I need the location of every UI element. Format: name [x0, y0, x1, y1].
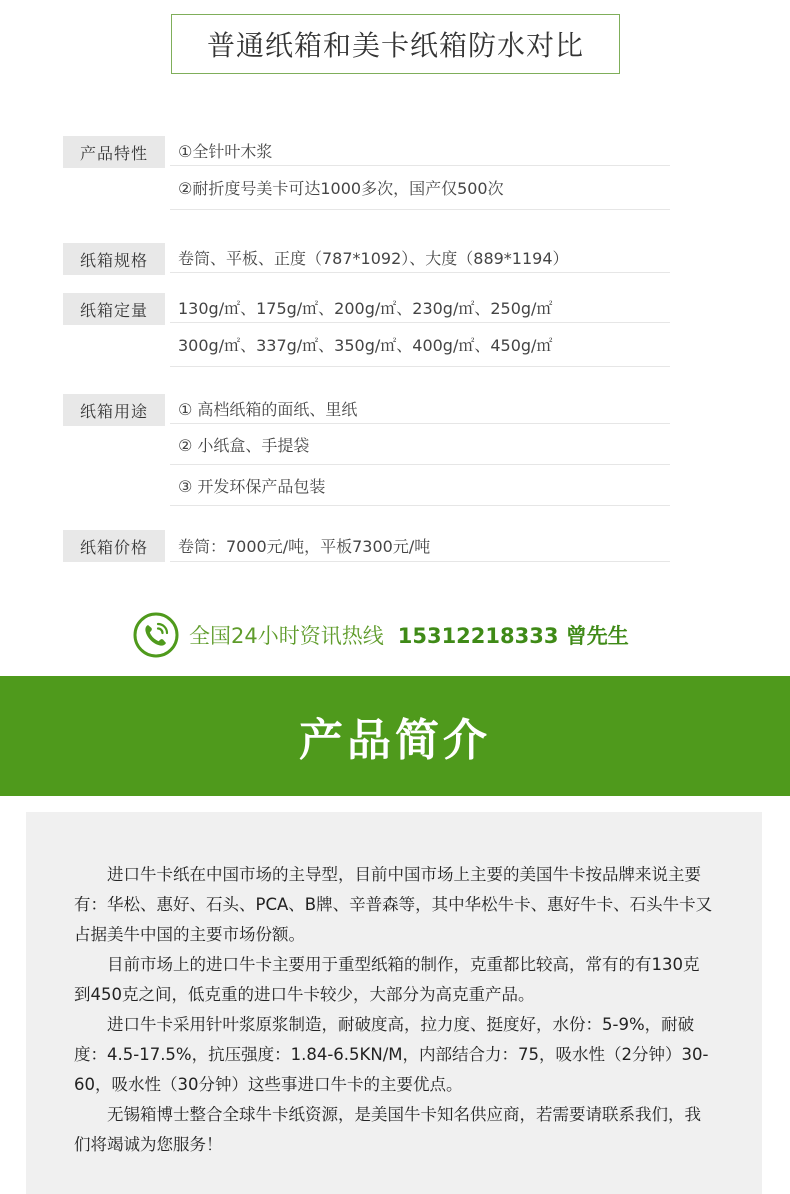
spec-value: ① 高档纸箱的面纸、里纸 [170, 394, 670, 424]
intro-paragraph: 进口牛卡采用针叶浆原浆制造，耐破度高，拉力度、挺度好，水份：5-9%，耐破度：4.5-17.5%，抗压强度：1.84-6.5KN/M，内部结合力：75，吸水性（2分钟）30-60，吸水性（30分钟）这些事进口牛卡的主要优点。 [74, 1015, 709, 1094]
spec-value: ③ 开发环保产品包装 [170, 465, 670, 506]
hotline [133, 611, 629, 659]
product-intro [26, 812, 762, 1194]
spec-value: ②耐折度号美卡可达1000多次，国产仅500次 [170, 166, 670, 210]
intro-paragraph: 进口牛卡纸在中国市场的主导型，目前中国市场上主要的美国牛卡按品牌来说主要有：华松、惠好、石头、PCA、B牌、辛普森等，其中华松牛卡、惠好牛卡、石头牛卡又占据美牛中国的主要市场份额。 [74, 865, 713, 944]
spec-value: 卷筒：7000元/吨，平板7300元/吨 [170, 530, 670, 562]
intro-paragraph: 无锡箱博士整合全球牛卡纸资源，是美国牛卡知名供应商，若需要请联系我们，我们将竭诚为您服务！ [74, 1105, 701, 1154]
section-banner [0, 676, 790, 796]
spec-value: 130g/㎡、175g/㎡、200g/㎡、230g/㎡、250g/㎡ [170, 293, 670, 323]
spec-value: ①全针叶木浆 [170, 136, 670, 166]
phone-icon [133, 612, 179, 658]
spec-label: 纸箱价格 [63, 530, 165, 562]
spec-label: 产品特性 [63, 136, 165, 168]
spec-label: 纸箱定量 [63, 293, 165, 325]
page-title: 普通纸箱和美卡纸箱防水对比 [171, 14, 620, 74]
spec-value: 卷筒、平板、正度（787*1092）、大度（889*1194） [170, 243, 670, 273]
intro-paragraph: 目前市场上的进口牛卡主要用于重型纸箱的制作，克重都比较高，常有的有130克到450克之间，低克重的进口牛卡较少，大部分为高克重产品。 [74, 955, 700, 1004]
hotline-number[interactable]: 15312218333 曾先生 [397, 624, 629, 648]
section-heading: 产品简介 [299, 715, 491, 766]
spec-value: 300g/㎡、337g/㎡、350g/㎡、400g/㎡、450g/㎡ [170, 323, 670, 367]
spec-value: ② 小纸盒、手提袋 [170, 424, 670, 465]
hotline-text: 全国24小时资讯热线 [189, 624, 384, 648]
spec-label: 纸箱规格 [63, 243, 165, 275]
spec-label: 纸箱用途 [63, 394, 165, 426]
